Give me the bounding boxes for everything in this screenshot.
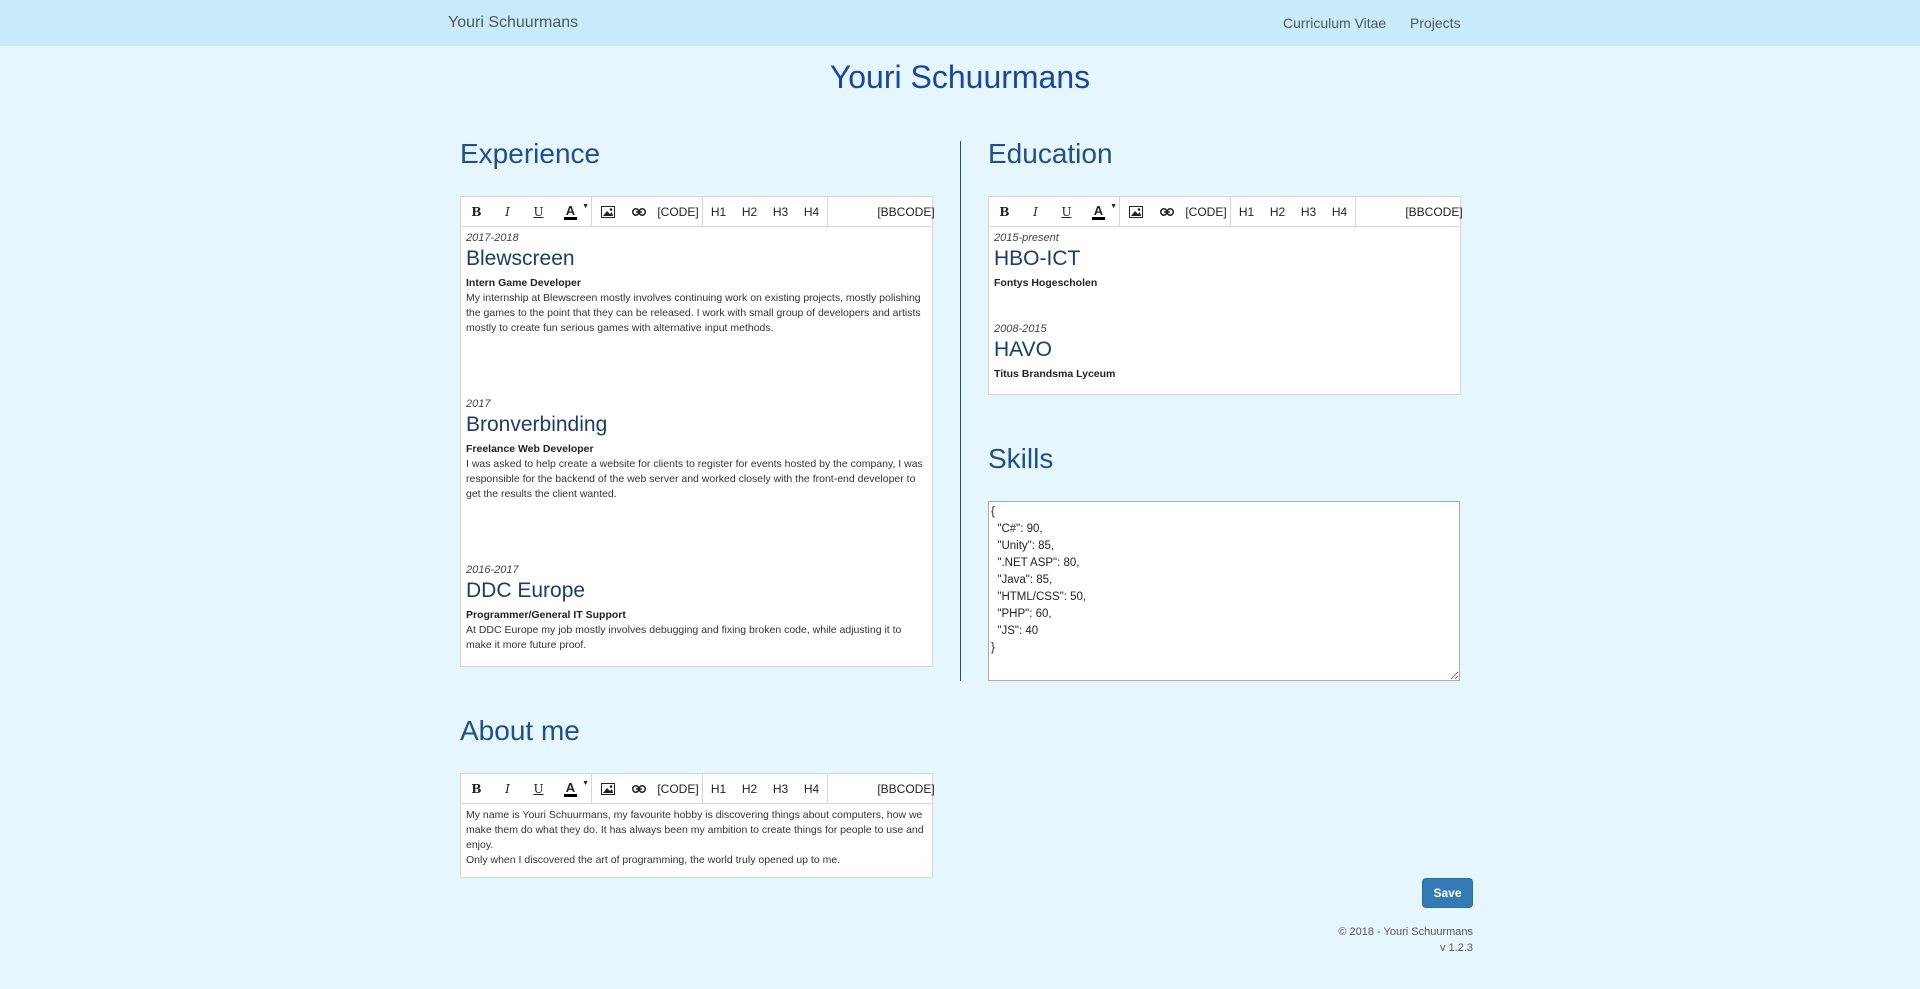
text-color-icon: A <box>565 202 576 218</box>
text-color-icon: A <box>565 779 576 795</box>
nav-link-projects[interactable]: Projects <box>1410 15 1461 31</box>
editor-toolbar <box>461 774 935 804</box>
entry-date: 2015-present <box>994 232 1059 244</box>
code-button[interactable]: [CODE] <box>657 204 699 219</box>
link-icon <box>1160 208 1174 216</box>
link-icon <box>632 208 646 216</box>
bold-button[interactable]: B <box>471 204 482 219</box>
save-button[interactable]: Save <box>1422 878 1473 908</box>
text-color-button[interactable] <box>1082 197 1115 226</box>
editor-content[interactable] <box>989 227 1460 386</box>
entry-title: DDC Europe <box>466 579 586 602</box>
h2-button[interactable]: H2 <box>741 781 758 796</box>
h4-button[interactable]: H4 <box>1331 204 1348 219</box>
entry-role: Intern Game Developer <box>466 277 581 289</box>
link-button[interactable] <box>623 774 654 803</box>
h1-button[interactable]: H1 <box>710 781 727 796</box>
italic-button[interactable]: I <box>505 204 510 219</box>
link-button[interactable] <box>1151 197 1182 226</box>
h4-button[interactable]: H4 <box>803 781 820 796</box>
link-icon <box>632 785 646 793</box>
experience-title: Experience <box>460 138 601 169</box>
text-color-button[interactable] <box>554 197 587 226</box>
about-text: Only when I discovered the art of programming, the world truly opened up to me. <box>466 854 841 866</box>
education-title: Education <box>988 138 1113 169</box>
h1-button[interactable]: H1 <box>1238 204 1255 219</box>
entry-title: Bronverbinding <box>466 413 608 436</box>
underline-button[interactable]: U <box>533 204 544 219</box>
dropdown-caret-icon: ▼ <box>1110 203 1117 210</box>
entry-description: My internship at Blewscreen mostly involves continuing work on existing projects, mostly polishing the games to the point that they can be released. I work with small group of developers and artists mostly to create fun serious games with alternative input methods. <box>466 292 921 334</box>
entry-date: 2008-2015 <box>994 323 1047 335</box>
experience-entry <box>466 397 927 502</box>
skills-json-input[interactable] <box>988 501 1460 681</box>
link-button[interactable] <box>623 197 654 226</box>
page-title: Youri Schuurmans <box>829 59 1091 95</box>
entry-role: Programmer/General IT Support <box>466 609 626 621</box>
entry-role: Freelance Web Developer <box>466 443 594 455</box>
dropdown-caret-icon: ▼ <box>582 203 589 210</box>
entry-school: Titus Brandsma Lyceum <box>994 368 1116 380</box>
editor-content[interactable] <box>461 227 932 657</box>
experience-entry <box>466 231 927 336</box>
underline-button[interactable]: U <box>533 781 544 796</box>
h3-button[interactable]: H3 <box>772 781 789 796</box>
bbcode-toggle-button[interactable]: [BBCODE] <box>877 204 935 219</box>
code-button[interactable]: [CODE] <box>1185 204 1227 219</box>
entry-title: HAVO <box>994 338 1052 361</box>
dropdown-caret-icon: ▼ <box>582 780 589 787</box>
entry-date: 2017 <box>466 398 491 410</box>
italic-button[interactable]: I <box>505 781 510 796</box>
code-button[interactable]: [CODE] <box>657 781 699 796</box>
experience-entry <box>466 563 927 653</box>
italic-button[interactable]: I <box>1033 204 1038 219</box>
image-button[interactable] <box>1120 197 1151 226</box>
text-color-button[interactable] <box>554 774 587 803</box>
entry-school: Fontys Hogescholen <box>994 277 1098 289</box>
nav-brand[interactable]: Youri Schuurmans <box>448 14 579 31</box>
entry-date: 2016-2017 <box>466 564 519 576</box>
h2-button[interactable]: H2 <box>741 204 758 219</box>
bbcode-toggle-button[interactable]: [BBCODE] <box>1405 204 1463 219</box>
bold-button[interactable]: B <box>999 204 1010 219</box>
skills-title: Skills <box>988 443 1054 474</box>
editor-toolbar <box>989 197 1463 227</box>
footer-version: v 1.2.3 <box>1439 942 1473 954</box>
entry-title: HBO-ICT <box>994 247 1081 270</box>
h3-button[interactable]: H3 <box>772 204 789 219</box>
bbcode-toggle-button[interactable]: [BBCODE] <box>877 781 935 796</box>
h3-button[interactable]: H3 <box>1300 204 1317 219</box>
entry-description: At DDC Europe my job mostly involves debugging and fixing broken code, while adjusting it to make it more future proof. <box>466 624 902 651</box>
editor-toolbar <box>461 197 935 227</box>
image-button[interactable] <box>592 774 623 803</box>
about-text: My name is Youri Schuurmans, my favourite hobby is discovering things about computers, how we make them do what they do. It has always been my ambition to create things for people to use and enjoy. <box>466 809 924 851</box>
experience-editor[interactable] <box>460 196 933 667</box>
education-editor[interactable] <box>988 196 1461 395</box>
entry-date: 2017-2018 <box>466 232 519 244</box>
navbar <box>0 0 1920 46</box>
nav-link-cv[interactable]: Curriculum Vitae <box>1283 15 1387 31</box>
entry-description: I was asked to help create a website for clients to register for events hosted by the company, I was responsible for the backend of the web server and worked closely with the front-end developer to get the results the client wanted. <box>466 458 923 500</box>
column-divider <box>960 141 961 681</box>
image-button[interactable] <box>592 197 623 226</box>
about-editor[interactable] <box>460 773 933 878</box>
footer-copyright: © 2018 - Youri Schuurmans <box>1338 926 1473 938</box>
editor-content[interactable] <box>461 804 932 872</box>
image-icon <box>601 783 615 795</box>
underline-button[interactable]: U <box>1061 204 1072 219</box>
entry-title: Blewscreen <box>466 247 575 270</box>
about-title: About me <box>460 715 580 746</box>
h4-button[interactable]: H4 <box>803 204 820 219</box>
h1-button[interactable]: H1 <box>710 204 727 219</box>
h2-button[interactable]: H2 <box>1269 204 1286 219</box>
image-icon <box>601 206 615 218</box>
image-icon <box>1129 206 1143 218</box>
text-color-icon: A <box>1093 202 1104 218</box>
bold-button[interactable]: B <box>471 781 482 796</box>
